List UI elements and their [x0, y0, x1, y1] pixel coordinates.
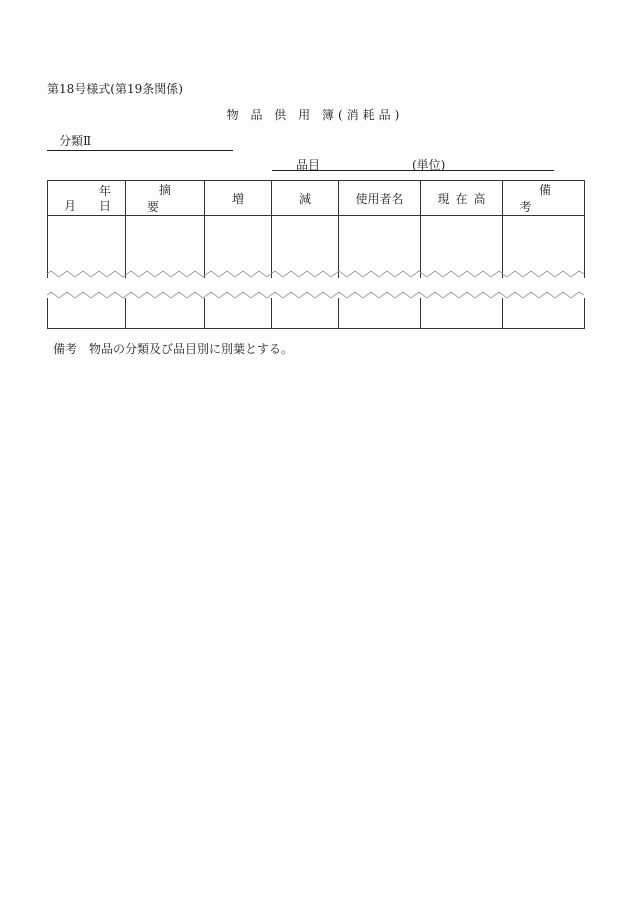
table-cell: [205, 298, 272, 329]
table-cell: [503, 216, 585, 279]
title-suffix: (消耗品): [337, 108, 404, 122]
header-notes: 備考: [503, 181, 585, 216]
table-cell: [48, 216, 126, 279]
header-balance: 現在高: [421, 181, 503, 216]
form-number: 第18号様式(第19条関係): [47, 82, 183, 96]
table-cell: [48, 298, 126, 329]
header-summary: 摘要: [126, 181, 205, 216]
unit-label: (単位): [412, 158, 446, 172]
table-row: [48, 216, 585, 279]
table-cell: [421, 298, 503, 329]
ledger-table-continued: [47, 298, 585, 329]
table-cell: [272, 298, 339, 329]
table-cell: [126, 216, 205, 279]
classification-label: 分類Ⅱ: [47, 132, 233, 151]
document-title: [0, 106, 630, 123]
item-unit-line: [272, 156, 554, 171]
header-date: [48, 181, 126, 216]
header-user-name: 使用者名: [339, 181, 421, 216]
header-increase: 増: [205, 181, 272, 216]
header-day: 日: [98, 199, 111, 213]
table-cell: [503, 298, 585, 329]
table-cell: [339, 298, 421, 329]
header-decrease: 減: [272, 181, 339, 216]
table-cell: [205, 216, 272, 279]
header-month: 月: [64, 199, 77, 213]
table-cell: [272, 216, 339, 279]
ledger-table: [47, 180, 588, 278]
table-cell: [339, 216, 421, 279]
table-row: [48, 298, 585, 329]
table-cell: [421, 216, 503, 279]
title-main: 物 品 供 用 簿: [226, 108, 338, 122]
remark-note: 備考 物品の分類及び品目別に別葉とする。: [53, 342, 294, 356]
item-label: 品目: [296, 158, 321, 172]
break-line-top: [47, 270, 584, 278]
header-year: 年: [98, 184, 111, 198]
table-cell: [126, 298, 205, 329]
